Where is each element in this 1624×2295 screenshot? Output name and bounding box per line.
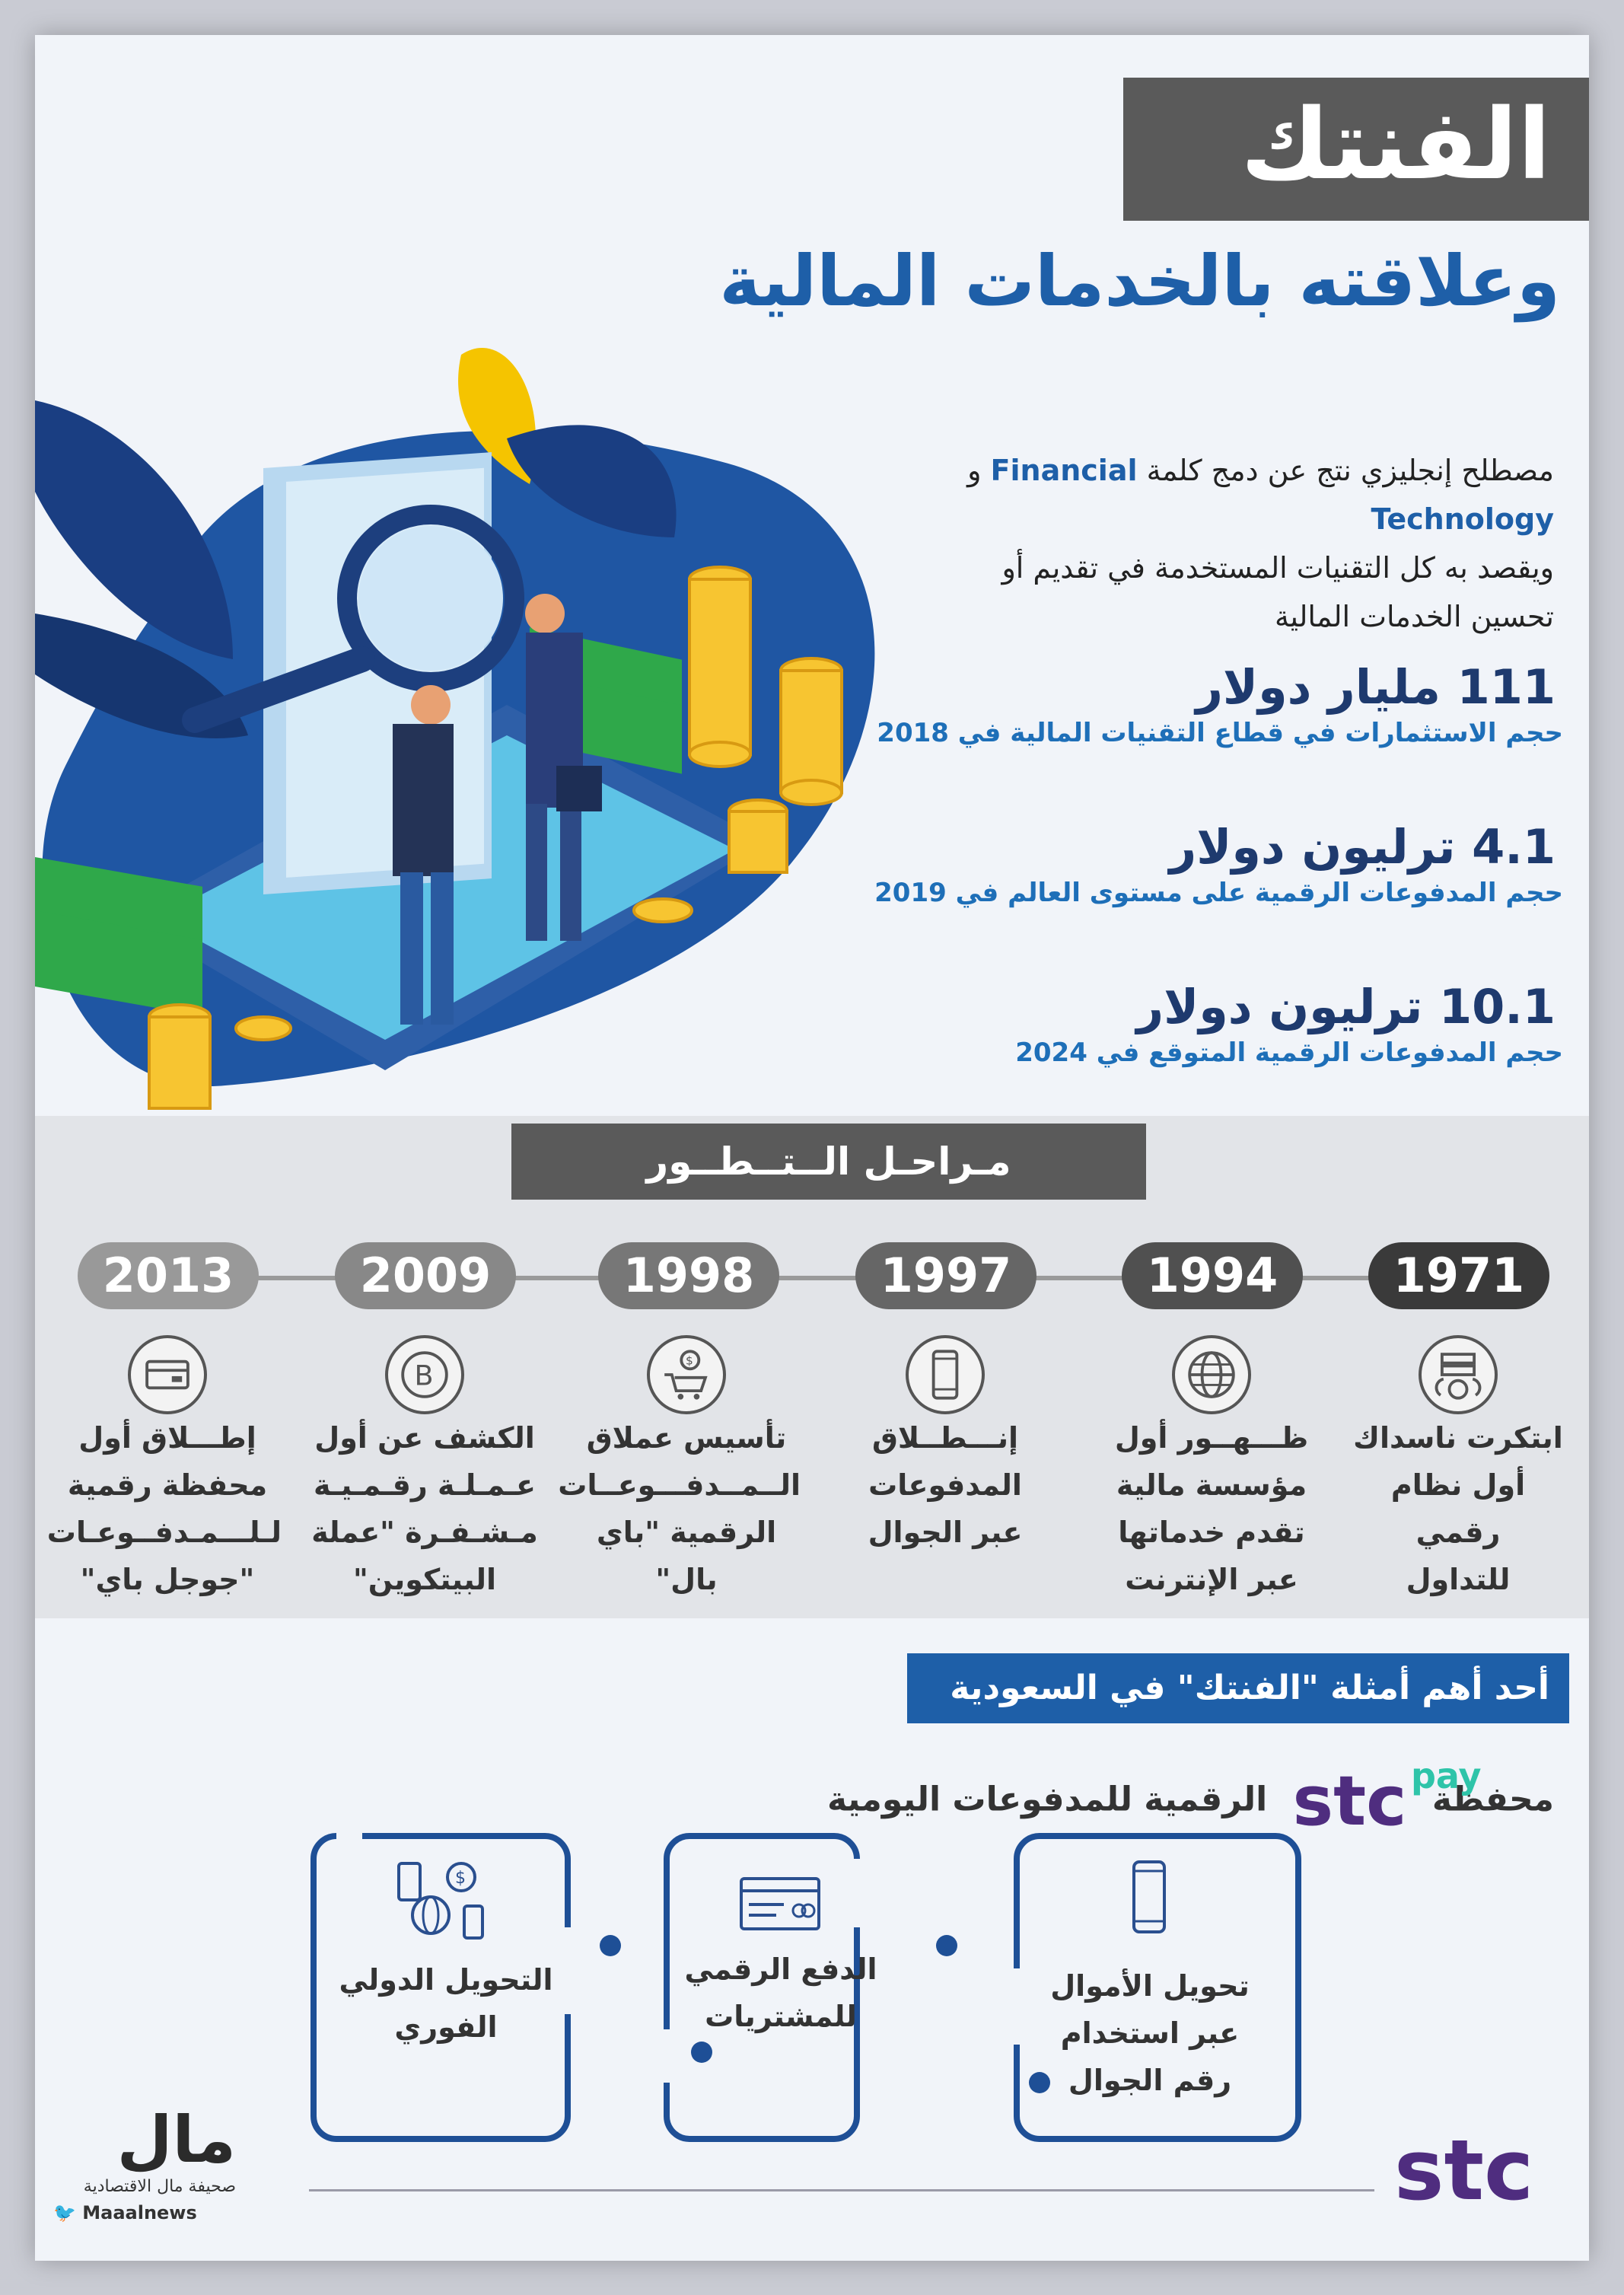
stage-line: الرقمية "باي بال" [596, 1516, 777, 1596]
stage-line: مؤسسة مالية [1116, 1468, 1307, 1502]
stage-line: عـمـلـة رقـمـيـة [314, 1468, 536, 1502]
intro-technology: Technology [1371, 502, 1554, 536]
intro-part1: مصطلح إنجليزي نتج عن دمج كلمة [1146, 454, 1554, 487]
maal-tagline: صحيفة مال الاقتصادية [83, 2177, 236, 2196]
svg-text:$: $ [455, 1869, 466, 1888]
infographic-sheet [35, 35, 1589, 2261]
stc-pay-logo [1292, 1755, 1482, 1841]
stage-desc-1998 [558, 1414, 801, 1603]
year-badge-1971: 1971 [1368, 1242, 1549, 1309]
credit-card-icon [738, 1874, 822, 1935]
wallet-cards-icon [128, 1335, 207, 1414]
wallet-suffix: الرقمية للمدفوعات اليومية [827, 1780, 1268, 1819]
globe-icon [1172, 1335, 1251, 1414]
stage-line: للتداول [1406, 1563, 1511, 1596]
service-international-transfer [324, 1956, 568, 2051]
stage-line: الــمــدفـــوعــات [558, 1468, 801, 1502]
year-badge-1998: 1998 [598, 1242, 779, 1309]
stage-line: إنـــطــلاق [871, 1421, 1019, 1455]
stage-desc-2009 [310, 1414, 539, 1603]
shopping-cart-dollar-icon [647, 1335, 726, 1414]
year-badge-2009: 2009 [335, 1242, 516, 1309]
stage-line: لـلـــمـدفــوعـات [46, 1516, 282, 1549]
stage-desc-1997 [831, 1414, 1059, 1556]
service-line: التحويل الدولي [339, 1963, 553, 1997]
svg-text:$: $ [686, 1353, 693, 1368]
twitter-bird-icon: 🐦 [53, 2202, 76, 2223]
pay-logo-text: pay [1410, 1755, 1482, 1796]
intro-financial: Financial [990, 454, 1138, 487]
service-mobile-transfer [1024, 1962, 1275, 2104]
timeline-title: مـراحـل الــتــطــور [511, 1124, 1146, 1200]
stage-line: الكشف عن أول [314, 1421, 535, 1455]
stage-line: عبر الجوال [868, 1516, 1023, 1549]
stat-desc: حجم المدفوعات الرقمية على مستوى العالم في 2019 [874, 878, 1563, 908]
page-subtitle: وعلاقته بالخدمات المالية [719, 241, 1560, 322]
stage-line: "جوجل باي" [80, 1563, 255, 1596]
page-title: الفنتك [1240, 88, 1551, 202]
intro-line3: تحسين الخدمات المالية [1275, 600, 1554, 633]
server-cloud-icon [1419, 1335, 1498, 1414]
intro-text [778, 446, 1554, 641]
stage-line: تقدم خدماتها [1118, 1516, 1305, 1549]
stat-digital-payments-2024 [1015, 979, 1563, 1068]
footer-divider [309, 2189, 1374, 2191]
stat-value: 4.1 ترليون دولار [1170, 819, 1563, 875]
stage-line: إطـــلاق أول [78, 1421, 256, 1455]
stage-line: محفظة رقمية [67, 1468, 268, 1502]
stc-footer-logo: stc [1394, 2121, 1534, 2219]
example-heading: أحد أهم أمثلة "الفنتك" في السعودية [907, 1653, 1569, 1723]
stat-value: 111 مليار دولار [1196, 659, 1563, 715]
service-line: رقم الجوال [1068, 2064, 1232, 2097]
stc-logo-text: stc [1292, 1761, 1407, 1841]
fintech-illustration [35, 309, 918, 1146]
stc-pay-line [827, 1755, 1554, 1841]
stage-desc-1994 [1097, 1414, 1326, 1603]
stat-desc: حجم المدفوعات الرقمية المتوقع في 2024 [1015, 1038, 1563, 1068]
stage-line: عبر الإنترنت [1125, 1563, 1298, 1596]
timeline-line [119, 1276, 1519, 1280]
stage-line: ظـــهــور أول [1114, 1421, 1309, 1455]
bitcoin-icon [385, 1335, 464, 1414]
intro-line2: ويقصد به كل التقنيات المستخدمة في تقديم أو [1001, 551, 1554, 585]
maal-logo [53, 2102, 236, 2242]
service-line: تحويل الأموال [1050, 1969, 1250, 2003]
stage-line: ابتكرت ناسداك [1353, 1421, 1563, 1455]
service-line: الدفع الرقمي [684, 1952, 877, 1986]
mobile-transfer-icon [1111, 1859, 1187, 1935]
year-badge-2013: 2013 [78, 1242, 259, 1309]
svg-text:B: B [414, 1359, 434, 1392]
stat-digital-payments-2019 [874, 819, 1563, 908]
stat-investment [877, 659, 1563, 748]
maal-brand-name: مال [116, 2102, 236, 2177]
international-transfer-icon [393, 1859, 492, 1943]
stage-line: أول نظام رقمي [1390, 1468, 1526, 1549]
service-line: عبر استخدام [1060, 2016, 1240, 2050]
year-badge-1994: 1994 [1122, 1242, 1303, 1309]
stat-value: 10.1 ترليون دولار [1136, 979, 1563, 1034]
stage-desc-2013 [46, 1414, 282, 1603]
intro-and: و [967, 454, 982, 487]
service-line: للمشتريات [705, 2000, 857, 2033]
year-badge-1997: 1997 [855, 1242, 1036, 1309]
stage-line: تأسيس عملاق [586, 1421, 787, 1455]
service-digital-payment [667, 1946, 895, 2040]
stage-line: المدفوعات [868, 1468, 1022, 1502]
stage-line: البيتكوين" [352, 1563, 496, 1596]
service-line: الفوري [394, 2010, 498, 2044]
stat-desc: حجم الاستثمارات في قطاع التقنيات المالية في 2018 [877, 718, 1563, 748]
twitter-handle: Maaalnews [82, 2202, 197, 2223]
mobile-phone-icon [906, 1335, 985, 1414]
wallet-prefix: محفظة [1431, 1780, 1554, 1819]
stage-desc-1971 [1344, 1414, 1572, 1603]
stage-line: مـشـفـرة "عملة [311, 1516, 538, 1549]
